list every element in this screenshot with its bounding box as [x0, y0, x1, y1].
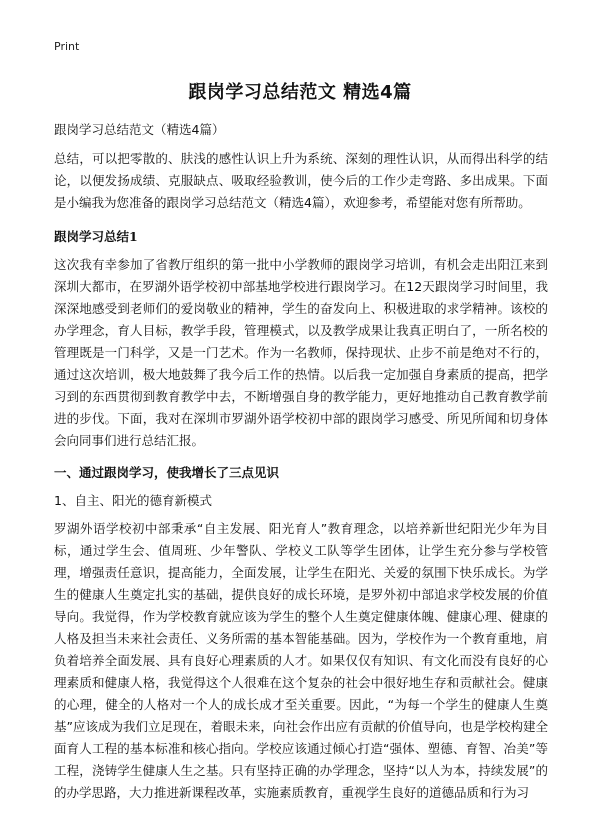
print-link[interactable]: Print — [54, 40, 80, 53]
intro-paragraph: 总结，可以把零散的、肤浅的感性认识上升为系统、深刻的理性认识，从而得出科学的结论，以便发扬成绩、克服缺点、吸取经验教训，使今后的工作少走弯路、多出成果。下面是小编我为您准备的跟岗学习总结范文（精选4篇），欢迎参考，希望能对您有所帮助。 — [54, 151, 548, 210]
section-paragraph: 这次我有幸参加了省教厅组织的第一批中小学教师的跟岗学习培训，有机会走出阳江来到深圳大都市，在罗湖外语学校初中部基地学校进行跟岗学习。在12天跟岗学习时间里，我深深地感受到老师们的爱岗敬业的精神，学生的奋发向上、积极进取的求学精神。该校的办学理念，育人目标，教学手段，管理模式，以及教学成果让我真正明白了，一所名校的管理既是一门科学，又是一门艺术。作为一名教师，保持现状、止步不前是绝对不行的，通过这次培训，极大地鼓舞了我今后工作的热情。以后我一定加强自身素质的提高，把学习到的东西贯彻到教育教学中去，不断增强自身的教学能力，更好地推动自己教育教学前进的步伐。下面，我对在深圳市罗湖外语学校初中部的跟岗学习感受、所见所闻和切身体会向同事们进行总结汇报。 — [54, 257, 548, 448]
document-subtitle: 跟岗学习总结范文（精选4篇） — [54, 122, 225, 137]
document-body — [54, 148, 548, 812]
heading-level-2: 1、自主、阳光的德育新模式 — [54, 493, 212, 508]
heading-level-1: 一、通过跟岗学习，使我增长了三点见识 — [54, 465, 280, 480]
section-heading: 跟岗学习总结1 — [54, 229, 138, 244]
body-paragraph: 罗湖外语学校初中部秉承“自主发展、阳光育人”教育理念，以培养新世纪阳光少年为目标，通过学生会、值周班、少年警队、学校义工队等学生团体，让学生充分参与学校管理，增强责任意识，提高能力，全面发展，让学生在阳光、关爱的氛围下快乐成长。为学生的健康人生奠定扎实的基础，提供良好的成长环境，是罗外初中部追求学校发展的价值导向。我觉得，作为学校教育就应该为学生的整个人生奠定健康体魄、健康心理、健康的人格及担当未来社会责任、义务所需的基本智能基础。因为，学校作为一个教育重地，肩负着培养全面发展、具有良好心理素质的人才。如果仅仅有知识、有文化而没有良好的心理素质和健康人格，我觉得这个人很难在这个复杂的社会中很好地生存和贡献社会。健康的心理，健全的人格对一个人的成长成才至关重要。因此，“为每一个学生的健康人生奠基”应该成为我们立足现在，着眼未来，向社会作出应有贡献的价值导向，也是学校构建全面育人工程的基本标准和核心指向。学校应该通过倾心打造“强体、塑德、育智、冶美”等工程，浇铸学生健康人生之基。只有坚持正确的办学理念，坚持“以人为本，持续发展”的的办学思路，大力推进新课程改革，实施素质教育，重视学生良好的道德品质和行为习 — [54, 521, 548, 800]
document-title: 跟岗学习总结范文 精选4篇 — [188, 82, 412, 103]
